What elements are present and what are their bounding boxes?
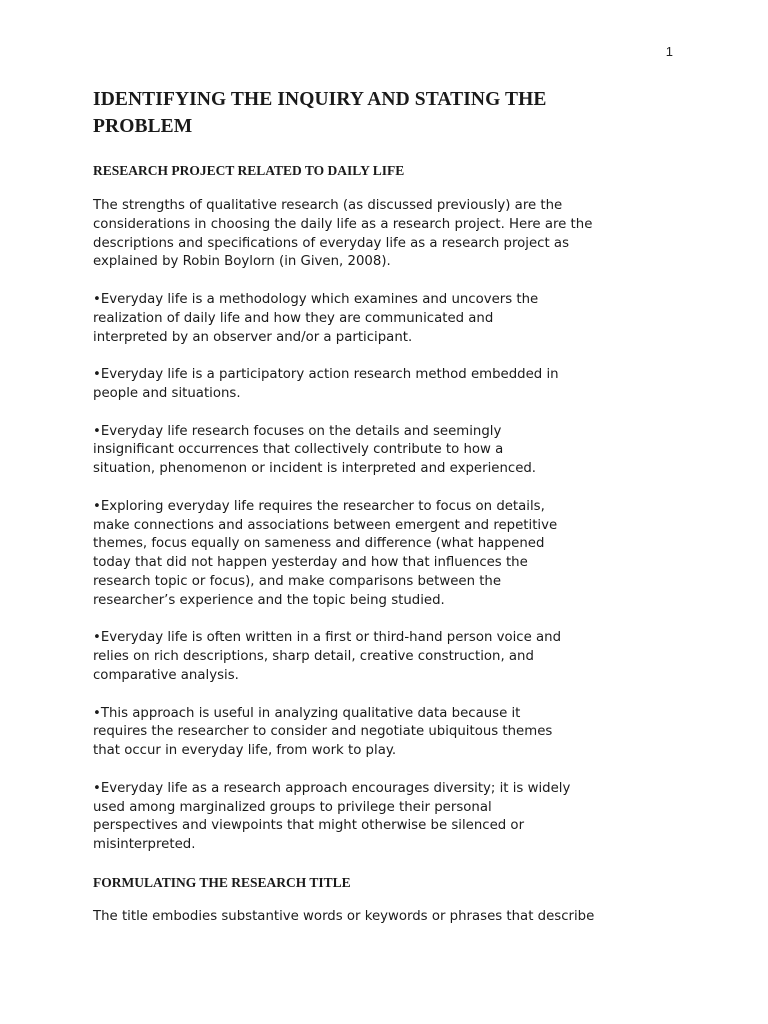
section-heading-research-title: FORMULATING THE RESEARCH TITLE [93,874,351,890]
section-heading-daily-life: RESEARCH PROJECT RELATED TO DAILY LIFE [93,163,405,178]
paragraph-title-description: The title embodies substantive words or keywords or phrases that describe [93,908,595,924]
paragraph-bullet-participatory: •Everyday life is a participatory action research method embedded in people and situations. [93,367,559,401]
paragraph-bullet-approach: •This approach is useful in analyzing qualitative data because it requires the researcher to consider and negotiate ubiquitous themes that occur in everyday life, from work to play. [93,705,553,759]
paragraph-intro: The strengths of qualitative research (as discussed previously) are the considerations in choosing the daily life as a research project. Here are the descriptions and specifications of everyday life as a research project as explained by Robin Boylorn (in Given, 2008). [93,198,593,270]
paragraph-bullet-voice: •Everyday life is often written in a first or third-hand person voice and relies on rich descriptions, sharp detail, creative construction, and comparative analysis. [93,630,562,683]
paragraph-bullet-methodology: •Everyday life is a methodology which examines and uncovers the realization of daily life and how they are communicated and interpreted by an observer and/or a participant. [93,291,539,345]
document-title: IDENTIFYING THE INQUIRY AND STATING THE PROBLEM [93,89,547,137]
paragraph-bullet-details: •Everyday life research focuses on the details and seemingly insignificant occurrences that collectively contribute to how a situation, phenomenon or incident is interpreted and experienced. [93,423,537,477]
page-number: 1 [665,44,673,59]
paragraph-bullet-exploring: •Exploring everyday life requires the researcher to focus on details, make connections and associations between emergent and repetitive themes, focus equally on sameness and difference (what happened today that did not happen yesterday and how that influences the research topic or focus), and make comparisons between the researcher’s experience and the topic being studied. [93,498,558,608]
paragraph-bullet-diversity: •Everyday life as a research approach encourages diversity; it is widely used among marginalized groups to privilege their personal perspectives and viewpoints that might otherwise be silenced or misinterpreted. [93,780,571,853]
document-content [93,86,633,945]
